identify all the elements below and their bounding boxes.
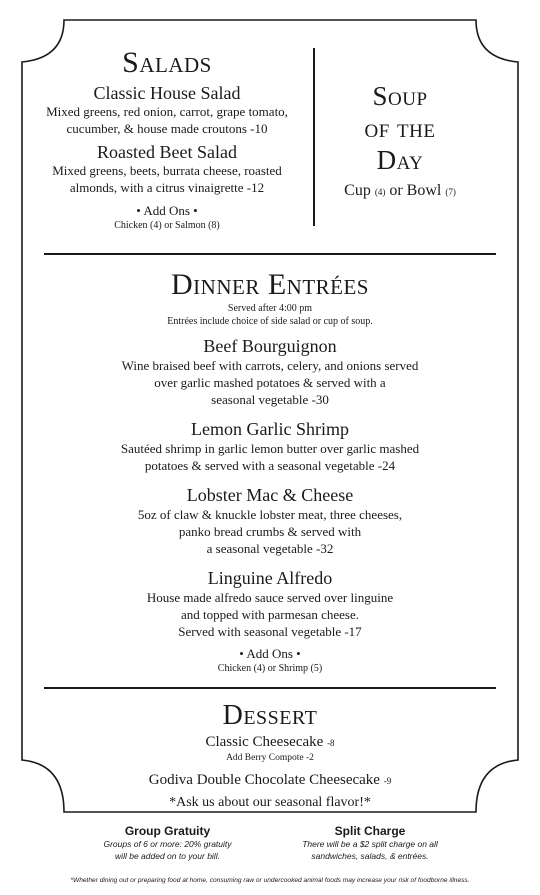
dessert-item [60, 772, 480, 790]
soup-or: or [389, 182, 403, 199]
split-charge-title: Split Charge [334, 824, 406, 838]
food-safety-disclaimer: *Whether dining out or preparing food at home, consuming raw or undercooked animal foods may increase your risk of foodborne illness. [70, 877, 470, 884]
entree-item-name: Lobster Mac & Cheese [186, 485, 354, 505]
soup-bowl-label: Bowl [406, 182, 442, 199]
dessert-seasonal-note: *Ask us about our seasonal flavor!* [169, 795, 371, 810]
entree-item [60, 419, 480, 474]
entree-item [60, 568, 480, 640]
salads-title: Salads [122, 46, 212, 79]
dessert-item-name: Classic Cheesecake [205, 734, 324, 750]
entrees-include-note: Entrées include choice of side salad or cup of soup. [167, 316, 373, 327]
salad-item [30, 142, 304, 196]
split-charge-block [275, 824, 465, 862]
dessert-title: Dessert [222, 700, 318, 731]
soup-title: Soup of the Day [364, 81, 436, 175]
soup-prices [318, 182, 482, 200]
entree-item-desc: 5oz of claw & knuckle lobster meat, three cheeses, panko bread crumbs & served with a seasonal vegetable -32 [137, 507, 403, 556]
entree-addons-text: Chicken (4) or Shrimp (5) [217, 663, 323, 674]
dessert-item-sub: Add Berry Compote -2 [226, 753, 314, 763]
entree-item-desc: Sautéed shrimp in garlic lemon butter over garlic mashed potatoes & served with a seasonal vegetable -24 [120, 441, 420, 473]
entree-item [60, 485, 480, 557]
dessert-item-name: Godiva Double Chocolate Cheesecake [148, 772, 380, 788]
soup-cup-price: (4) [374, 187, 386, 197]
entree-addons-label: • Add Ons • [239, 646, 301, 661]
entree-item [60, 336, 480, 408]
soup-bowl-price: (7) [445, 187, 456, 197]
entree-item-name: Beef Bourguignon [203, 336, 337, 356]
dessert-item [60, 734, 480, 752]
dessert-item-price: -8 [327, 738, 335, 748]
group-gratuity-block [75, 824, 260, 862]
salad-addons-label: • Add Ons • [136, 203, 198, 218]
dessert-section [60, 700, 480, 811]
split-charge-text: There will be a $2 split charge on all sandwiches, salads, & entrées. [302, 839, 438, 861]
entree-item-desc: House made alfredo sauce served over linguine and topped with parmesan cheese. Served with seasonal vegetable -17 [146, 590, 394, 639]
entree-item-desc: Wine braised beef with carrots, celery, and onions served over garlic mashed potatoes & served with a seasonal vegetable -30 [121, 358, 419, 407]
salad-addons-text: Chicken (4) or Salmon (8) [114, 220, 220, 231]
salad-item-desc: Mixed greens, beets, burrata cheese, roasted almonds, with a citrus vinaigrette -12 [52, 163, 282, 195]
entree-item-name: Linguine Alfredo [207, 568, 333, 588]
dessert-item-price: -9 [383, 776, 392, 786]
salad-item-desc: Mixed greens, red onion, carrot, grape tomato, cucumber, & house made croutons -10 [46, 104, 288, 136]
entree-item-name: Lemon Garlic Shrimp [191, 419, 349, 439]
entrees-title: Dinner Entrées [171, 268, 369, 301]
salad-item-name: Roasted Beet Salad [97, 142, 237, 162]
salads-section [30, 46, 304, 232]
entrees-section [60, 268, 480, 675]
entrees-served-time: Served after 4:00 pm [227, 303, 313, 314]
group-gratuity-title: Group Gratuity [124, 824, 211, 838]
group-gratuity-text: Groups of 6 or more: 20% gratuity will be added on to your bill. [103, 839, 232, 861]
salad-item-name: Classic House Salad [93, 83, 241, 103]
salad-item [30, 83, 304, 137]
soup-section [318, 80, 482, 200]
soup-cup-label: Cup [344, 182, 371, 199]
